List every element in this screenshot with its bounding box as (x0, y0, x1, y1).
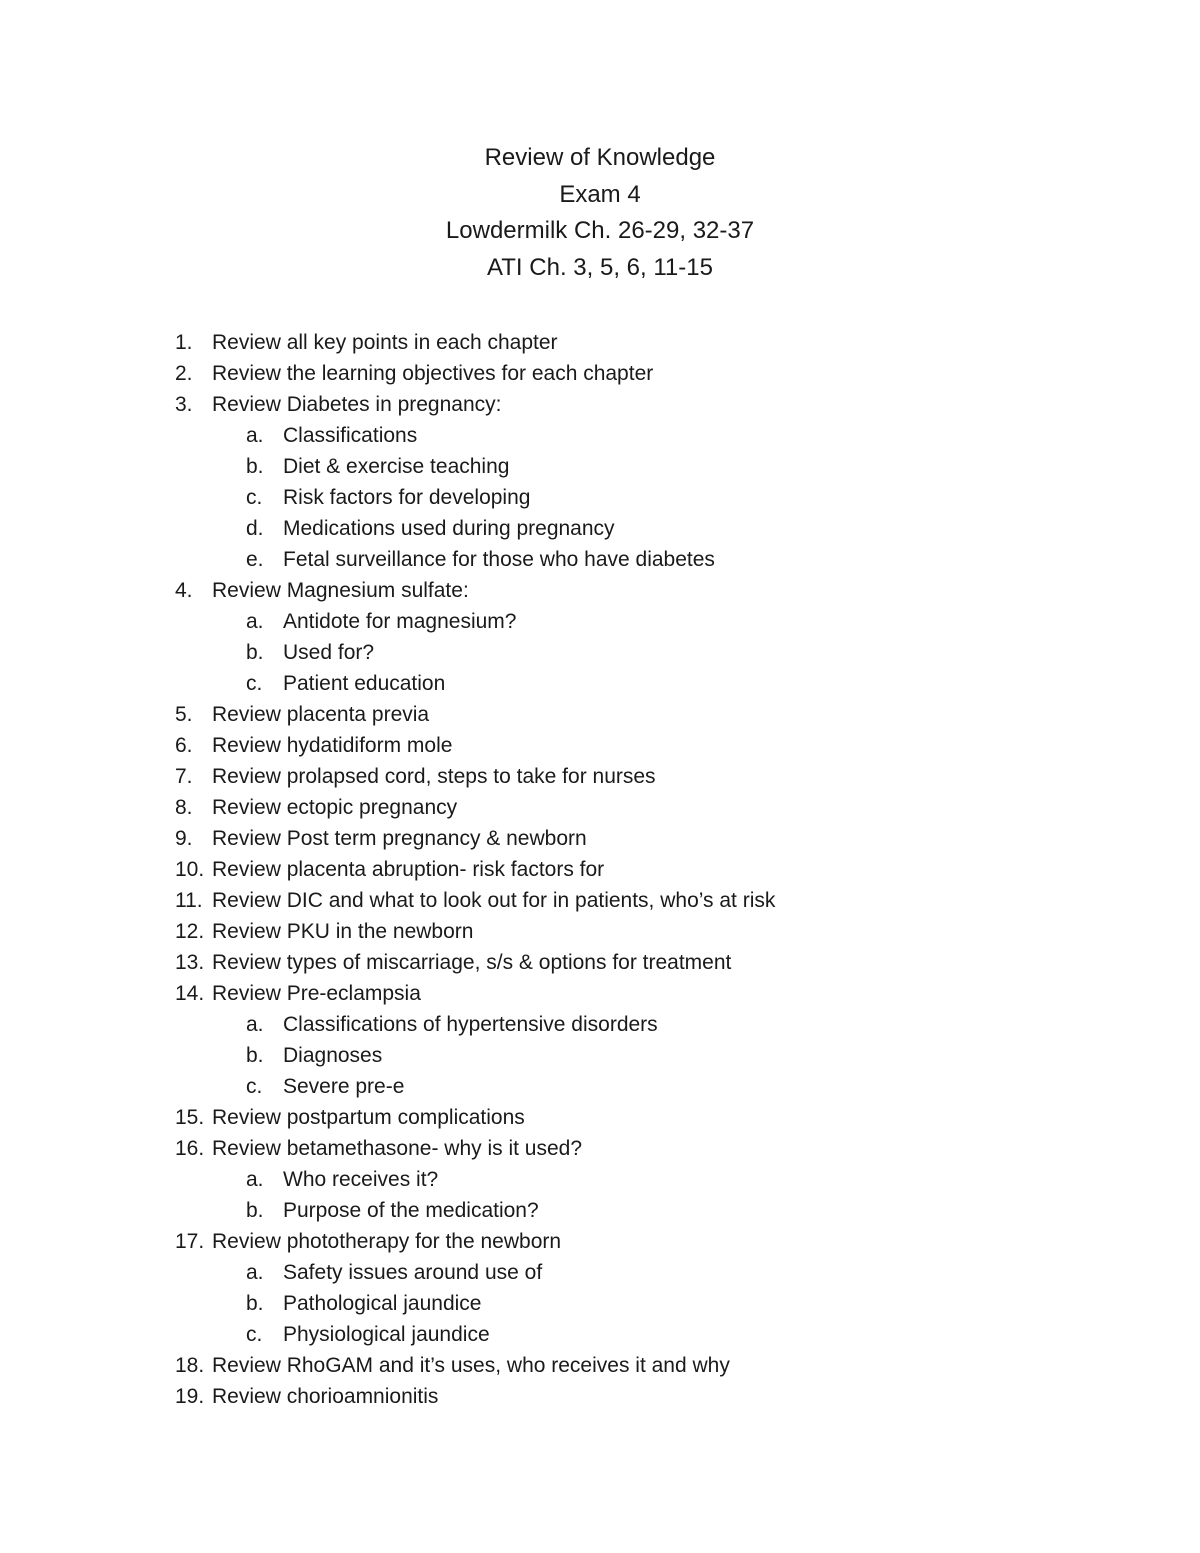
list-item-text: Classifications of hypertensive disorders (283, 1013, 658, 1036)
list-item (0, 1226, 1200, 1257)
list-item (0, 1133, 1200, 1164)
list-item-text: Review Magnesium sulfate: (212, 579, 469, 602)
list-marker: 16. (175, 1137, 205, 1160)
list-marker: 18. (175, 1354, 205, 1377)
sub-list-item (0, 1257, 1200, 1288)
review-list (0, 327, 1200, 1412)
sub-list-item (0, 482, 1200, 513)
list-item-text: Review betamethasone- why is it used? (212, 1137, 583, 1160)
list-item-text: Review the learning objectives for each chapter (212, 362, 654, 385)
list-marker: 11. (175, 889, 203, 912)
list-item-text: Antidote for magnesium? (283, 610, 517, 633)
list-item-text: Review RhoGAM and it’s uses, who receives it and why (212, 1354, 730, 1377)
list-marker: 15. (175, 1106, 205, 1129)
list-item-text: Safety issues around use of (283, 1261, 543, 1284)
list-item-text: Review ectopic pregnancy (212, 796, 458, 819)
list-item (0, 730, 1200, 761)
list-item-text: Review PKU in the newborn (212, 920, 474, 943)
list-item-text: Review hydatidiform mole (212, 734, 453, 757)
list-item (0, 575, 1200, 606)
list-marker: 19. (175, 1385, 205, 1408)
list-item (0, 885, 1200, 916)
list-marker: a. (246, 1168, 264, 1191)
sub-list-item (0, 451, 1200, 482)
list-item (0, 327, 1200, 358)
list-item (0, 1350, 1200, 1381)
list-marker: c. (246, 672, 263, 695)
list-item-text: Who receives it? (283, 1168, 439, 1191)
list-marker: b. (246, 641, 264, 664)
list-marker: a. (246, 1261, 264, 1284)
list-item (0, 854, 1200, 885)
list-item (0, 389, 1200, 420)
list-item (0, 978, 1200, 1009)
list-item-text: Purpose of the medication? (283, 1199, 539, 1222)
sub-list-item (0, 1009, 1200, 1040)
list-marker: 1. (175, 331, 193, 354)
list-marker: b. (246, 1292, 264, 1315)
textbook-chapters: Lowdermilk Ch. 26-29, 32-37 (445, 217, 755, 244)
list-item-text: Fetal surveillance for those who have diabetes (283, 548, 715, 571)
list-item (0, 792, 1200, 823)
list-marker: 2. (175, 362, 193, 385)
list-marker: 3. (175, 393, 193, 416)
sub-list-item (0, 1195, 1200, 1226)
list-marker: b. (246, 1044, 264, 1067)
sub-list-item (0, 668, 1200, 699)
list-item-text: Review prolapsed cord, steps to take for nurses (212, 765, 656, 788)
list-item-text: Review chorioamnionitis (212, 1385, 439, 1408)
list-item (0, 699, 1200, 730)
list-item (0, 358, 1200, 389)
list-marker: 7. (175, 765, 193, 788)
list-marker: 4. (175, 579, 193, 602)
exam-label: Exam 4 (559, 180, 641, 208)
list-item-text: Review types of miscarriage, s/s & options for treatment (212, 951, 732, 974)
list-marker: 14. (175, 982, 205, 1005)
list-item (0, 823, 1200, 854)
list-item-text: Physiological jaundice (283, 1323, 490, 1346)
sub-list-item (0, 1319, 1200, 1350)
list-item (0, 916, 1200, 947)
list-item-text: Review phototherapy for the newborn (212, 1230, 562, 1253)
document-title: Review of Knowledge (484, 144, 716, 171)
list-marker: 6. (175, 734, 193, 757)
list-marker: d. (246, 517, 264, 540)
list-item (0, 947, 1200, 978)
list-marker: 8. (175, 796, 193, 819)
list-item-text: Risk factors for developing (283, 486, 531, 509)
list-item-text: Medications used during pregnancy (283, 517, 615, 540)
sub-list-item (0, 544, 1200, 575)
sub-list-item (0, 513, 1200, 544)
list-item (0, 1381, 1200, 1412)
list-item-text: Review postpartum complications (212, 1106, 525, 1129)
list-marker: a. (246, 1013, 264, 1036)
list-marker: 12. (175, 920, 205, 943)
list-item-text: Review placenta previa (212, 703, 430, 726)
list-item-text: Review Diabetes in pregnancy: (212, 393, 502, 416)
ati-chapters: ATI Ch. 3, 5, 6, 11-15 (487, 253, 713, 281)
list-item-text: Diagnoses (283, 1044, 383, 1067)
list-item-text: Review Pre-eclampsia (212, 982, 421, 1005)
list-item-text: Severe pre-e (283, 1075, 405, 1098)
list-marker: 13. (175, 951, 205, 974)
list-item-text: Review all key points in each chapter (212, 331, 558, 354)
sub-list-item (0, 1288, 1200, 1319)
sub-list-item (0, 1164, 1200, 1195)
sub-list-item (0, 1040, 1200, 1071)
list-marker: 9. (175, 827, 193, 850)
sub-list-item (0, 1071, 1200, 1102)
list-marker: b. (246, 455, 264, 478)
list-marker: c. (246, 486, 263, 509)
list-item-text: Diet & exercise teaching (283, 455, 510, 478)
list-marker: a. (246, 610, 264, 633)
list-marker: e. (246, 548, 264, 571)
list-marker: 17. (175, 1230, 205, 1253)
list-item-text: Used for? (283, 641, 375, 664)
sub-list-item (0, 637, 1200, 668)
list-marker: c. (246, 1075, 263, 1098)
list-item (0, 761, 1200, 792)
list-marker: 10. (175, 858, 205, 881)
list-marker: a. (246, 424, 264, 447)
list-marker: b. (246, 1199, 264, 1222)
sub-list-item (0, 606, 1200, 637)
list-item-text: Pathological jaundice (283, 1292, 482, 1315)
list-item-text: Review DIC and what to look out for in patients, who’s at risk (212, 889, 776, 912)
sub-list-item (0, 420, 1200, 451)
list-item-text: Review placenta abruption- risk factors for (212, 858, 605, 881)
list-item (0, 1102, 1200, 1133)
document-header (0, 140, 1200, 286)
list-item-text: Review Post term pregnancy & newborn (212, 827, 587, 850)
list-marker: c. (246, 1323, 263, 1346)
list-item-text: Patient education (283, 672, 446, 695)
list-item-text: Classifications (283, 424, 418, 447)
list-marker: 5. (175, 703, 193, 726)
